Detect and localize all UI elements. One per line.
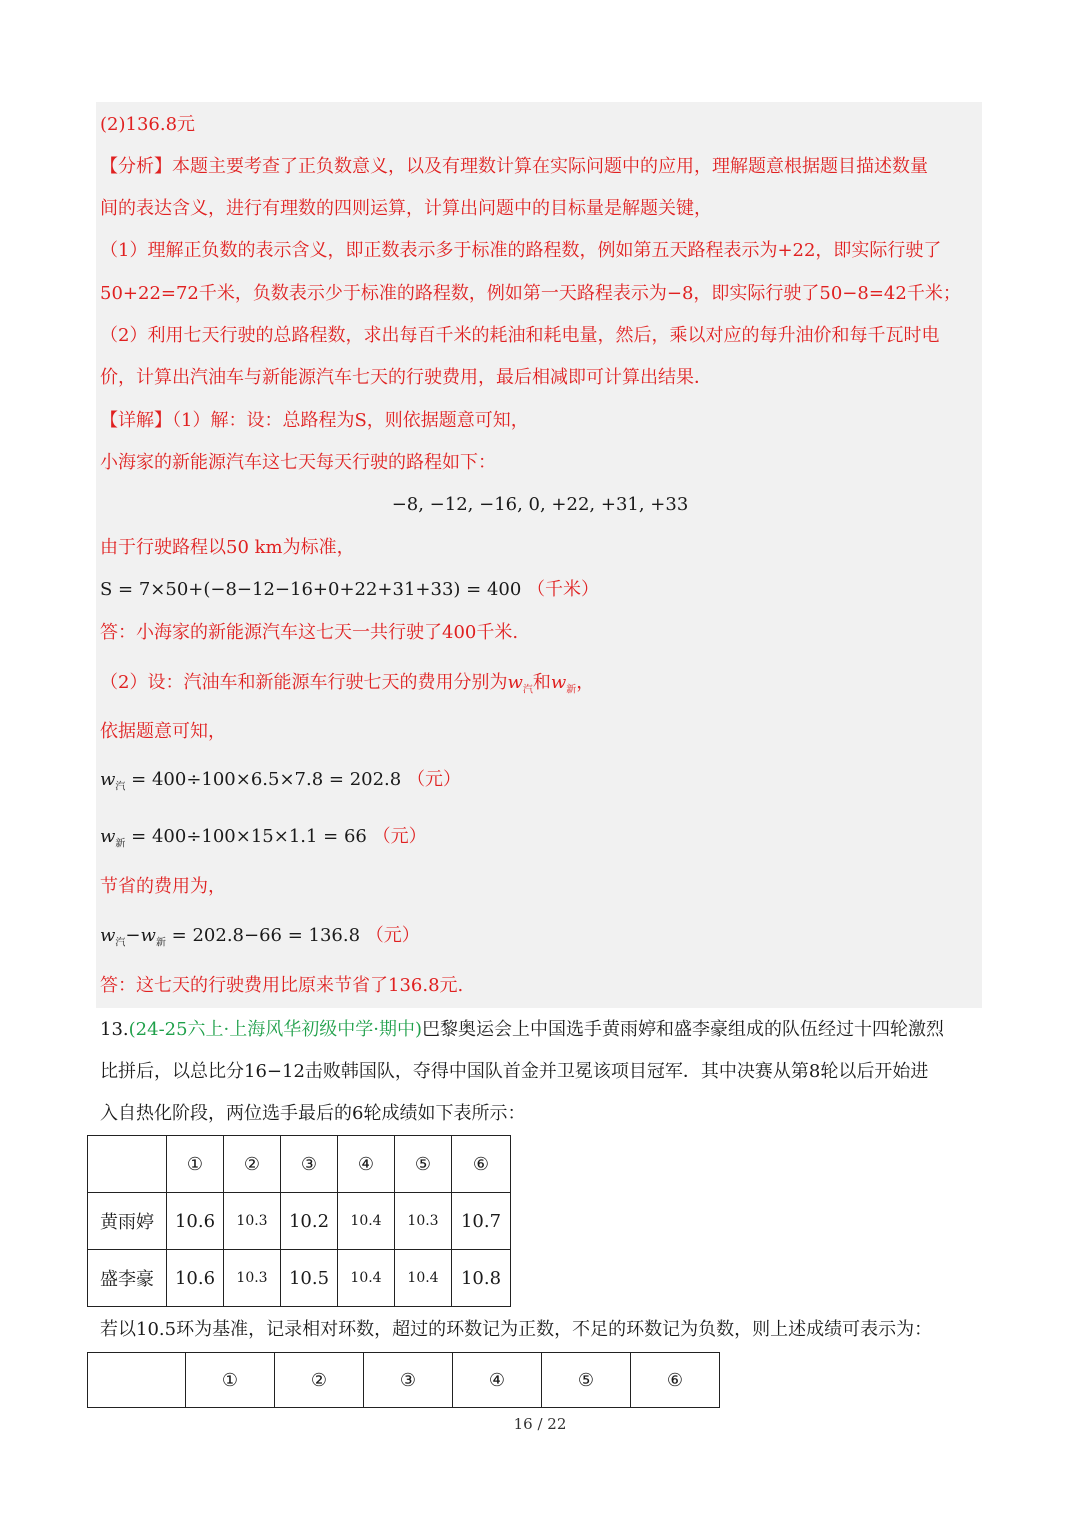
unit-yuan: （元） <box>365 925 420 946</box>
detail-line: 小海家的新能源汽车这七天每天行驶的路程如下： <box>100 452 496 473</box>
cost-setup-line <box>100 671 594 703</box>
w-letter: w <box>100 769 116 790</box>
sub-gas: 汽 <box>115 937 126 949</box>
relative-scores-table <box>87 1352 720 1408</box>
score-cell: 10.6 <box>167 1193 224 1250</box>
detail-line: 节省的费用为， <box>100 876 226 897</box>
w-letter: w <box>140 925 156 946</box>
unit-yuan: （元） <box>372 826 427 847</box>
table-header-cell: ④ <box>338 1136 395 1193</box>
question-number: 13. <box>100 1019 129 1040</box>
score-cell: 10.7 <box>452 1193 511 1250</box>
minus-sign: − <box>125 925 141 946</box>
score-cell: 10.4 <box>338 1193 395 1250</box>
question-source: (24-25六上·上海风华初级中学·期中) <box>128 1019 423 1040</box>
player-name-cell: 盛李豪 <box>88 1250 167 1307</box>
comma: ， <box>576 672 595 693</box>
analysis-line: （1）理解正负数的表示含义，即正数表示多于标准的路程数，例如第五天路程表示为+22，即实际行驶了 <box>100 240 942 261</box>
table-header-cell: ② <box>275 1353 364 1408</box>
player-name-cell: 黄雨婷 <box>88 1193 167 1250</box>
w-letter: w <box>507 672 523 693</box>
table-header-cell: ③ <box>364 1353 453 1408</box>
formula-text: = 202.8−66 = 136.8 <box>171 925 361 946</box>
sub-gas: 汽 <box>522 684 533 696</box>
table-header-cell: ⑥ <box>452 1136 511 1193</box>
analysis-line: 价，计算出汽油车与新能源汽车七天的行驶费用，最后相减即可计算出结果． <box>100 367 712 388</box>
formula-text: = 400÷100×15×1.1 = 66 <box>131 826 367 847</box>
new-cost-formula <box>100 825 427 857</box>
table-header-cell: ⑥ <box>631 1353 720 1408</box>
formula-text: S = 7×50+(−8−12−16+0+22+31+33) = 400 <box>100 579 522 600</box>
score-cell: 10.4 <box>395 1250 452 1307</box>
scores-table <box>87 1135 511 1307</box>
savings-formula <box>100 924 420 956</box>
question-header <box>100 1018 944 1042</box>
score-cell: 10.6 <box>167 1250 224 1307</box>
table-header-cell: ③ <box>281 1136 338 1193</box>
table-header-cell <box>88 1136 167 1193</box>
and-text: 和 <box>532 672 551 693</box>
score-cell: 10.2 <box>281 1193 338 1250</box>
table-header-cell: ① <box>186 1353 275 1408</box>
score-cell: 10.5 <box>281 1250 338 1307</box>
gas-cost-formula <box>100 768 461 800</box>
detail-line: 由于行驶路程以50 km为标准， <box>100 537 355 558</box>
sub-new: 新 <box>566 684 577 696</box>
unit-yuan: （元） <box>406 769 461 790</box>
w-letter: w <box>100 826 116 847</box>
score-cell: 10.8 <box>452 1250 511 1307</box>
detail-line: 依据题意可知， <box>100 721 226 742</box>
question-text: 入自热化阶段，两位选手最后的6轮成绩如下表所示： <box>100 1103 526 1124</box>
analysis-line: 50+22=72千米，负数表示少于标准的路程数，例如第一天路程表示为−8，即实际行驶了50−8=42千米； <box>100 283 961 304</box>
score-cell: 10.3 <box>224 1193 281 1250</box>
table-header-row <box>88 1353 720 1408</box>
table-row <box>88 1193 511 1250</box>
table-header-cell <box>88 1353 186 1408</box>
table-header-cell: ④ <box>453 1353 542 1408</box>
analysis-line: 【分析】本题主要考查了正负数意义，以及有理数计算在实际问题中的应用，理解题意根据题目描述数量 <box>100 156 928 177</box>
table-header-cell: ⑤ <box>395 1136 452 1193</box>
distance-list: −8, −12, −16, 0, +22, +31, +33 <box>391 494 689 515</box>
detail-line: 答：小海家的新能源汽车这七天一共行驶了400千米. <box>100 622 519 643</box>
score-cell: 10.3 <box>224 1250 281 1307</box>
sub-gas: 汽 <box>115 781 126 793</box>
page-number: 16 / 22 <box>513 1415 567 1433</box>
table-row <box>88 1250 511 1307</box>
cost-setup-text: （2）设：汽油车和新能源车行驶七天的费用分别为 <box>100 672 508 693</box>
w-letter: w <box>550 672 567 693</box>
detail-line: 答：这七天的行驶费用比原来节省了136.8元. <box>100 975 464 996</box>
table-header-row <box>88 1136 511 1193</box>
question-text: 巴黎奥运会上中国选手黄雨婷和盛李豪组成的队伍经过十四轮激烈 <box>422 1019 945 1040</box>
table-header-cell: ② <box>224 1136 281 1193</box>
analysis-line: （2）利用七天行驶的总路程数，求出每百千米的耗油和耗电量，然后，乘以对应的每升油价和每千瓦时电 <box>100 325 940 346</box>
w-letter: w <box>100 925 116 946</box>
total-distance-formula <box>100 578 599 602</box>
sub-new: 新 <box>155 937 166 949</box>
question-text: 比拼后，以总比分16−12击败韩国队，夺得中国队首金并卫冕该项目冠军．其中决赛从第8轮以后开始进 <box>100 1061 929 1082</box>
detail-line: 【详解】（1）解：设：总路程为S，则依据题意可知， <box>100 410 529 431</box>
part2-answer: (2)136.8元 <box>100 114 196 135</box>
question-text: 若以10.5环为基准，记录相对环数，超过的环数记为正数，不足的环数记为负数，则上述成绩可表示为： <box>100 1319 933 1340</box>
sub-new: 新 <box>115 838 126 850</box>
formula-text: = 400÷100×6.5×7.8 = 202.8 <box>131 769 402 790</box>
score-cell: 10.4 <box>338 1250 395 1307</box>
unit-km: （千米） <box>527 579 600 600</box>
score-cell: 10.3 <box>395 1193 452 1250</box>
table-header-cell: ⑤ <box>542 1353 631 1408</box>
table-header-cell: ① <box>167 1136 224 1193</box>
analysis-line: 间的表达含义，进行有理数的四则运算，计算出问题中的目标量是解题关键， <box>100 198 712 219</box>
